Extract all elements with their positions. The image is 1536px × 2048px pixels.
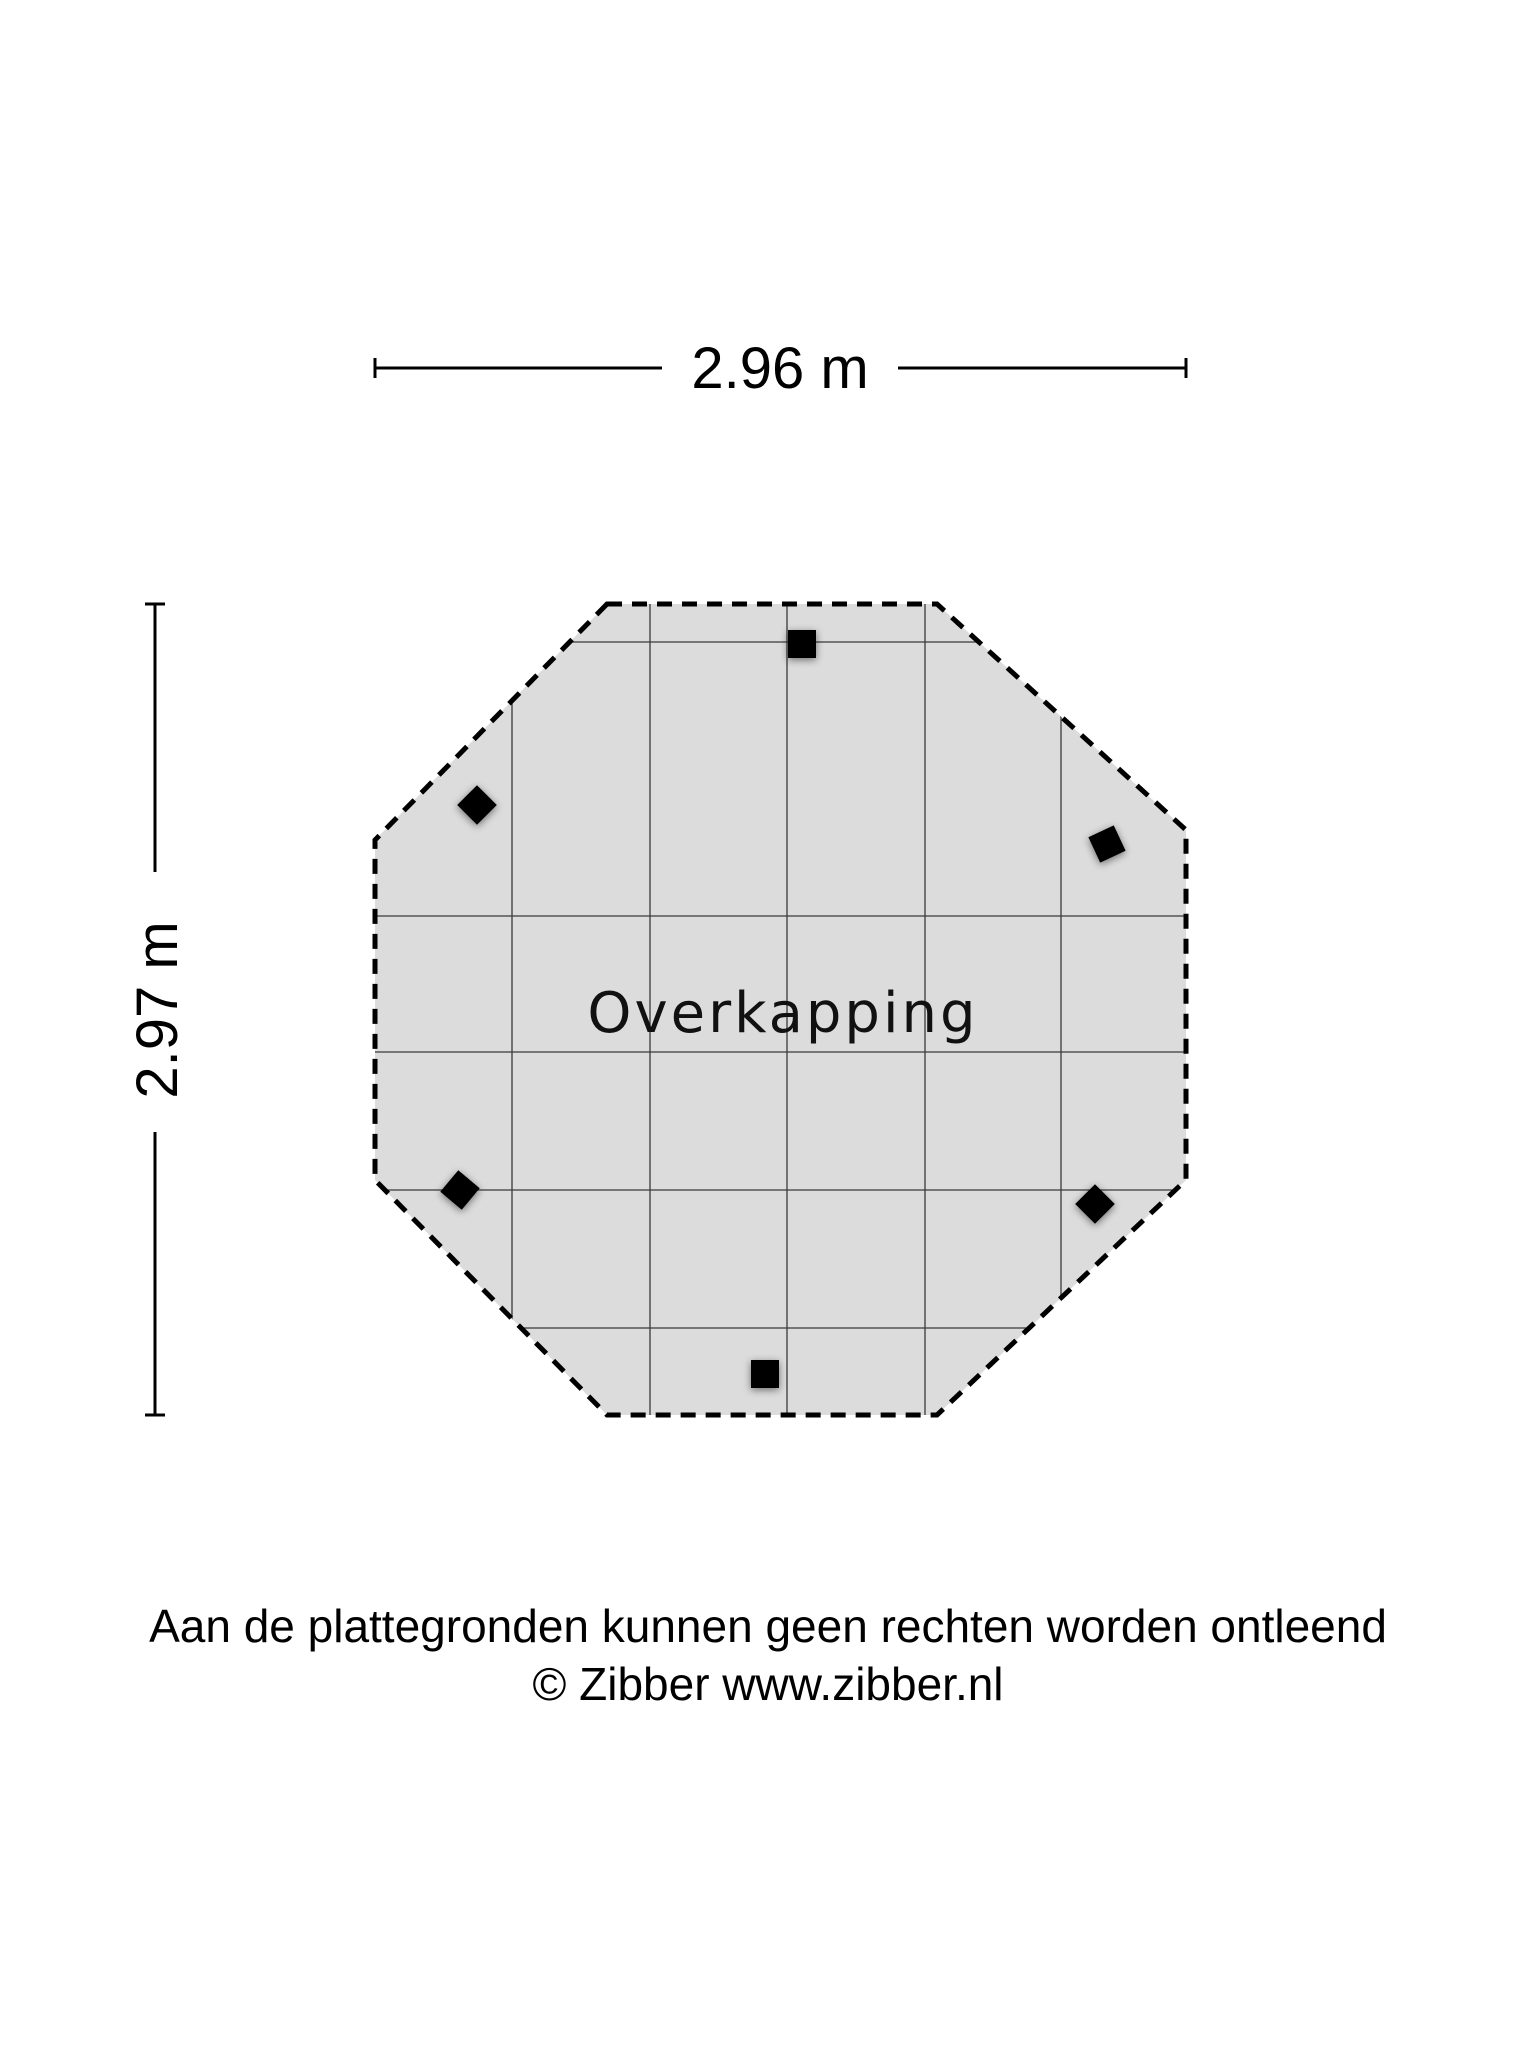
room-overkapping bbox=[370, 600, 1190, 1420]
height-dimension bbox=[125, 604, 190, 1415]
width-dimension bbox=[375, 336, 1186, 401]
post-top bbox=[788, 630, 816, 658]
room-label: Overkapping bbox=[587, 981, 979, 1046]
height-dimension-label: 2.97 m bbox=[125, 921, 190, 1099]
disclaimer-text: Aan de plattegronden kunnen geen rechten worden ontleend bbox=[149, 1600, 1387, 1652]
width-dimension-label: 2.96 m bbox=[691, 336, 869, 401]
post-bottom bbox=[751, 1360, 779, 1388]
copyright-text: © Zibber www.zibber.nl bbox=[532, 1658, 1004, 1710]
